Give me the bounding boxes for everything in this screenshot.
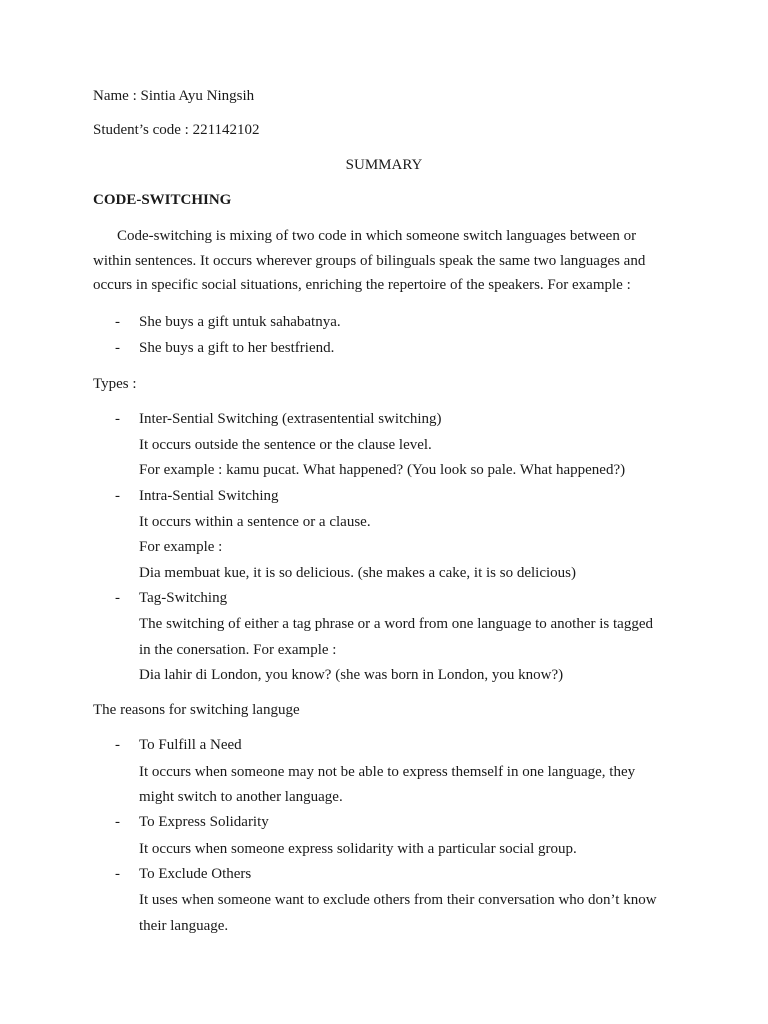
type-line: in the conersation. For example :	[139, 642, 337, 658]
student-name: Name : Sintia Ayu Ningsih	[93, 88, 255, 104]
bullet-dash: -	[115, 866, 120, 882]
type-label: Intra-Sential Switching	[139, 488, 279, 504]
bullet-dash: -	[115, 814, 120, 830]
page-title: SUMMARY	[345, 157, 423, 173]
intro-line: Code-switching is mixing of two code in which someone switch languages between or	[117, 228, 637, 244]
reason-line: might switch to another language.	[139, 789, 343, 805]
bullet-dash: -	[115, 488, 120, 504]
reason-line: It occurs when someone may not be able to express themself in one language, they	[139, 764, 636, 780]
types-label: Types :	[93, 376, 137, 392]
intro-line: within sentences. It occurs wherever groups of bilinguals speak the same two languages and	[93, 253, 646, 269]
bullet-dash: -	[115, 737, 120, 753]
reason-label: To Fulfill a Need	[139, 737, 242, 753]
reason-line: It occurs when someone express solidarity with a particular social group.	[139, 841, 577, 857]
type-line: Dia membuat kue, it is so delicious. (she makes a cake, it is so delicious)	[139, 565, 576, 581]
type-line: Dia lahir di London, you know? (she was born in London, you know?)	[139, 667, 564, 683]
example-item: She buys a gift to her bestfriend.	[139, 340, 335, 356]
reasons-label: The reasons for switching languge	[93, 702, 300, 718]
type-label: Inter-Sential Switching (extrasentential switching)	[139, 411, 442, 427]
type-label: Tag-Switching	[139, 590, 228, 606]
type-line: For example :	[139, 539, 223, 555]
reason-label: To Express Solidarity	[139, 814, 269, 830]
bullet-dash: -	[115, 340, 120, 356]
section-heading: CODE-SWITCHING	[93, 192, 232, 208]
type-line: It occurs within a sentence or a clause.	[139, 514, 371, 530]
reason-line: It uses when someone want to exclude others from their conversation who don’t know	[139, 892, 657, 908]
type-line: For example : kamu pucat. What happened? (You look so pale. What happened?)	[139, 462, 626, 478]
type-line: The switching of either a tag phrase or a word from one language to another is tagged	[139, 616, 653, 632]
reason-label: To Exclude Others	[139, 866, 252, 882]
example-item: She buys a gift untuk sahabatnya.	[139, 314, 341, 330]
student-code: Student’s code : 221142102	[93, 122, 260, 138]
type-line: It occurs outside the sentence or the clause level.	[139, 437, 432, 453]
bullet-dash: -	[115, 411, 120, 427]
bullet-dash: -	[115, 314, 120, 330]
intro-line: occurs in specific social situations, enriching the repertoire of the speakers. For example :	[93, 277, 631, 293]
bullet-dash: -	[115, 590, 120, 606]
reason-line: their language.	[139, 918, 229, 934]
